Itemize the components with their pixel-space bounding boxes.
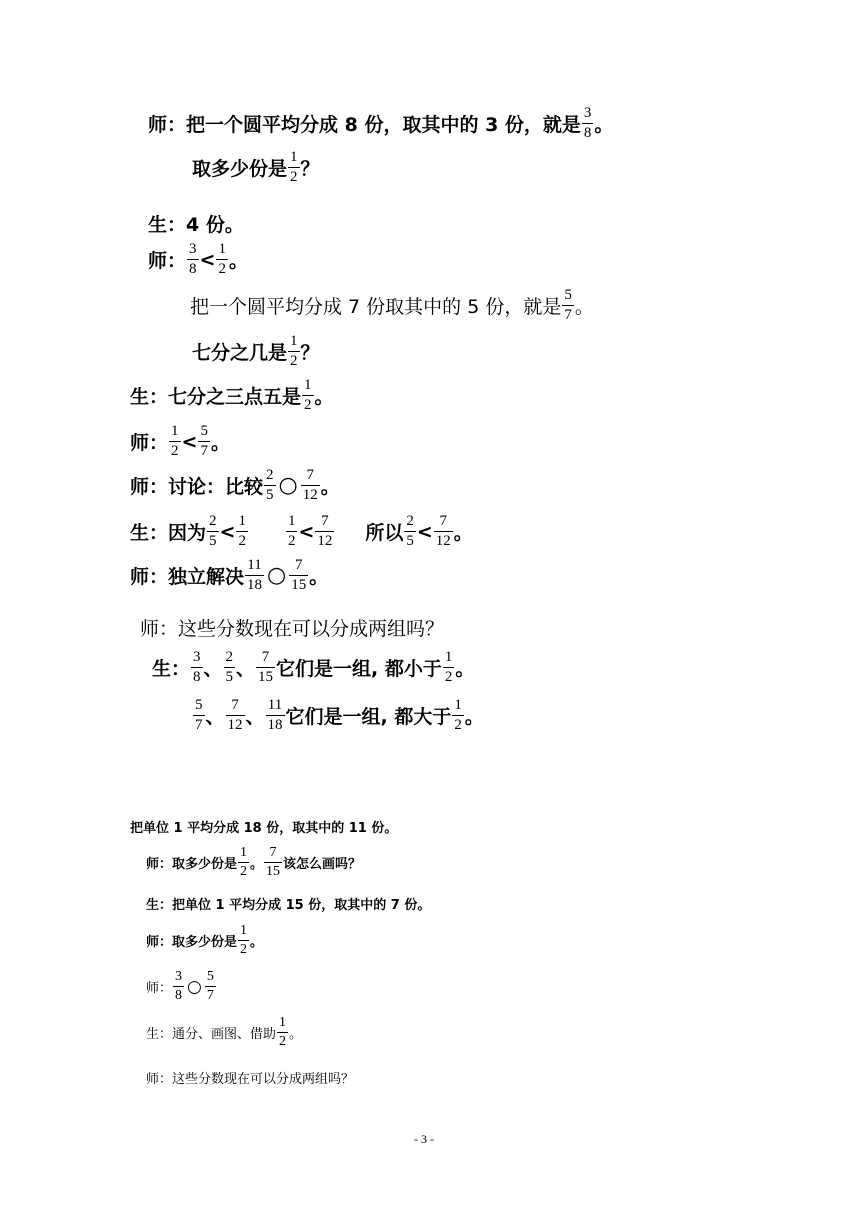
fraction: $\frac{1}{2}$ <box>218 241 226 277</box>
fraction: $\frac{7}{12}$ <box>227 697 243 733</box>
fraction: $\frac{3}{8}$ <box>175 969 183 1003</box>
fraction: $\frac{7}{15}$ <box>291 557 307 593</box>
fraction: $\frac{1}{2}$ <box>287 513 296 549</box>
fraction: $\frac{5}{7}$ <box>206 969 214 1003</box>
fraction: $\frac{7}{12}$ <box>435 513 451 549</box>
page-number: - 3 - <box>414 1132 434 1146</box>
line-13: 生： $\frac{3}{8}$ 、 $\frac{2}{5}$ 、 $\frac{7}{15}$ 它们是一组, 都小于 $\frac{1}{2}$ 。 <box>152 649 475 685</box>
line-6: 七分之几是 $\frac{1}{2}$ ？ <box>192 333 320 369</box>
lower-line-2: 师：取多少份是 $\frac{1}{2}$ 。 $\frac{7}{15}$ 该怎么画吗？ <box>146 845 362 879</box>
line-3: 生：4 份。 <box>148 214 244 236</box>
fraction: $\frac{2}{5}$ <box>225 649 234 685</box>
fraction: $\frac{1}{2}$ <box>444 649 453 685</box>
compare-circle: ○ <box>278 473 298 498</box>
fraction: $\frac{7}{15}$ <box>266 845 281 879</box>
fraction: $\frac{2}{5}$ <box>266 467 274 503</box>
line-11: 师：独立解决 $\frac{11}{18}$ ○ $\frac{7}{15}$ 。 <box>130 557 329 593</box>
compare-circle: ○ <box>267 563 287 588</box>
lower-line-1: 把单位 1 平均分成 18 份，取其中的 11 份。 <box>130 821 398 836</box>
lower-line-7: 师：这些分数现在可以分成两组吗？ <box>146 1072 355 1087</box>
fraction: $\frac{3}{8}$ <box>583 105 592 141</box>
fraction: $\frac{1}{2}$ <box>304 377 312 413</box>
fraction: $\frac{5}{7}$ <box>564 287 572 323</box>
line-10: 生：因为 $\frac{2}{5}$ < $\frac{1}{2}$ $\frac{1}{2}$ < $\frac{7}{12}$ 所以 $\frac{2}{5}$ < $\frac{7}{12}$ 。 <box>130 513 473 549</box>
fraction: $\frac{11}{18}$ <box>247 557 263 593</box>
line-1: 师：把一个圆平均分成 8 份，取其中的 3 份，就是 $\frac{3}{8}$ 。 <box>148 105 614 141</box>
fraction: $\frac{5}{7}$ <box>200 423 208 459</box>
compare-circle: ○ <box>187 976 202 997</box>
lower-line-5: 师： $\frac{3}{8}$ ○ $\frac{5}{7}$ <box>146 969 214 1003</box>
fraction: $\frac{1}{2}$ <box>240 845 248 879</box>
fraction: $\frac{1}{2}$ <box>171 423 179 459</box>
line-4: 师： $\frac{3}{8}$ < $\frac{1}{2}$ 。 <box>148 241 248 277</box>
fraction: $\frac{3}{8}$ <box>189 241 197 277</box>
line-14: $\frac{5}{7}$ 、 $\frac{7}{12}$ 、 $\frac{11}{18}$ 它们是一组, 都大于 $\frac{1}{2}$ 。 <box>195 697 484 733</box>
fraction: $\frac{1}{2}$ <box>279 1015 287 1049</box>
line-5: 把一个圆平均分成 7 份取其中的 5 份，就是 $\frac{5}{7}$ 。 <box>190 287 594 323</box>
fraction: $\frac{7}{15}$ <box>258 649 274 685</box>
lower-line-6: 生：通分、画图、借助 $\frac{1}{2}$ 。 <box>146 1015 303 1049</box>
fraction: $\frac{7}{12}$ <box>302 467 318 503</box>
fraction: $\frac{1}{2}$ <box>290 333 298 369</box>
lower-line-3: 生：把单位 1 平均分成 15 份，取其中的 7 份。 <box>146 898 431 913</box>
fraction: $\frac{1}{2}$ <box>238 513 246 549</box>
fraction: $\frac{11}{18}$ <box>267 697 283 733</box>
fraction: $\frac{1}{2}$ <box>454 697 462 733</box>
fraction: $\frac{7}{12}$ <box>317 513 333 549</box>
line-7: 生：七分之三点五是 $\frac{1}{2}$ 。 <box>130 377 334 413</box>
line-9: 师：讨论：比较 $\frac{2}{5}$ ○ $\frac{7}{12}$ 。 <box>130 467 340 503</box>
fraction: $\frac{2}{5}$ <box>209 513 217 549</box>
line-8: 师： $\frac{1}{2}$ < $\frac{5}{7}$ 。 <box>130 423 230 459</box>
fraction: $\frac{1}{2}$ <box>240 923 248 957</box>
fraction: $\frac{3}{8}$ <box>193 649 201 685</box>
fraction: $\frac{1}{2}$ <box>290 149 298 185</box>
line-12: 师：这些分数现在可以分成两组吗？ <box>140 618 445 640</box>
lower-line-4: 师：取多少份是 $\frac{1}{2}$ 。 <box>146 923 264 957</box>
line-2: 取多少份是 $\frac{1}{2}$ ？ <box>192 149 320 185</box>
fraction: $\frac{5}{7}$ <box>195 697 203 733</box>
fraction: $\frac{2}{5}$ <box>406 513 414 549</box>
